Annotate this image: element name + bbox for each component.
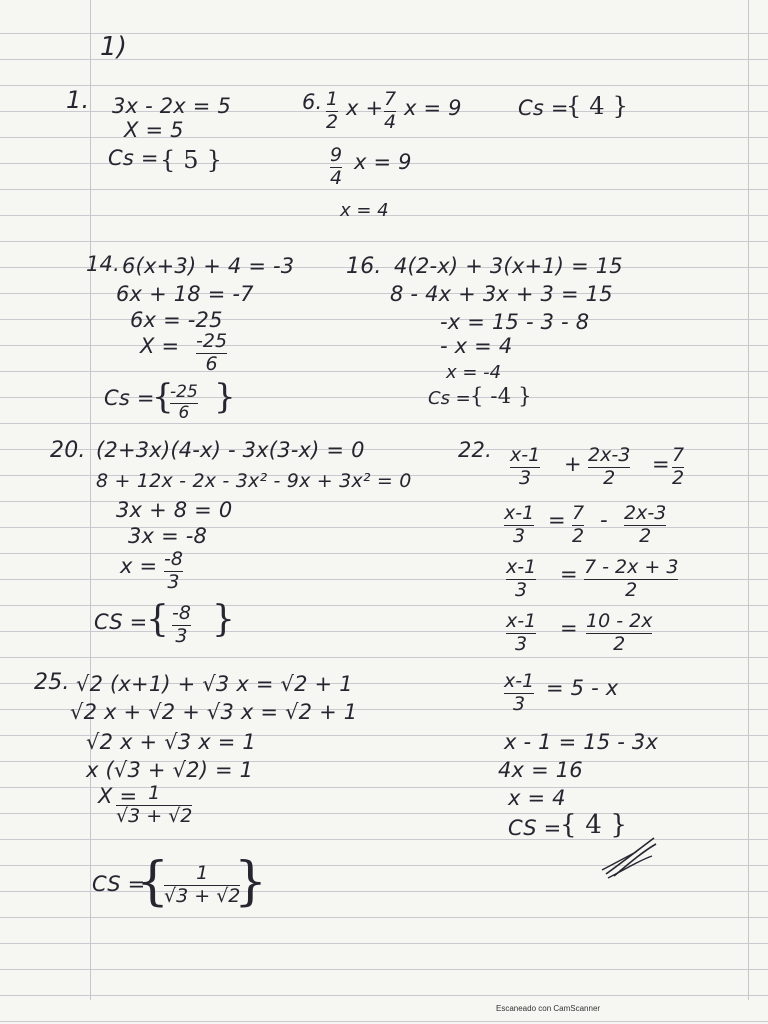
problem-22-cs-label: CS =	[508, 816, 562, 840]
problem-14-line: 6x = -25	[130, 308, 223, 332]
problem-16-line: 8 - 4x + 3x + 3 = 15	[390, 282, 613, 306]
problem-22-row3-frac-b: 7 - 2x + 3 2	[584, 556, 679, 601]
problem-25-line: √2 (x+1) + √3 x = √2 + 1	[76, 672, 353, 696]
problem-14-cs-brace-close: }	[214, 377, 236, 417]
problem-6-number: 6.	[302, 90, 323, 114]
problem-20-x-fraction: -8 3	[164, 548, 183, 593]
problem-20-line: (2+3x)(4-x) - 3x(3-x) = 0	[96, 438, 365, 462]
problem-14-cs-fraction: -25 6	[170, 382, 198, 423]
problem-25-number: 25.	[34, 670, 70, 695]
problem-22-line: x = 4	[508, 786, 566, 810]
problem-6-cs-label: Cs =	[518, 96, 569, 120]
problem-16-line: -x = 15 - 3 - 8	[440, 310, 590, 334]
scribble-mark	[600, 830, 660, 880]
problem-14-cs-label: Cs =	[104, 386, 155, 410]
problem-25-cs-fraction: 1 √3 + √2	[164, 862, 241, 907]
problem-6-step-fraction: 9 4	[330, 144, 343, 189]
problem-1-cs-label: Cs =	[108, 146, 159, 170]
problem-20-line: 3x = -8	[128, 524, 208, 548]
problem-6-fraction-b: 7 4	[384, 88, 397, 133]
problem-20-cs-brace-close: }	[212, 599, 236, 640]
problem-22-row2-eq: =	[548, 508, 566, 532]
problem-14-cs-brace-open: {	[152, 377, 174, 417]
problem-25-line: x (√3 + √2) = 1	[86, 758, 254, 782]
problem-1-line: 3x - 2x = 5	[112, 94, 232, 118]
problem-1-line: X = 5	[124, 118, 184, 142]
problem-14-line: 6(x+3) + 4 = -3	[122, 254, 295, 278]
problem-22-row1-frac-c: 7 2	[672, 444, 685, 489]
problem-16-line: - x = 4	[440, 334, 513, 358]
problem-14-x-label: X =	[140, 334, 180, 358]
problem-16-number: 16.	[346, 254, 382, 279]
problem-22-row4-frac-a: x-1 3	[506, 610, 537, 655]
problem-14-number: 14.	[86, 252, 120, 276]
problem-22-row1-eq: =	[652, 452, 670, 476]
scanner-watermark: Escaneado con CamScanner	[496, 1004, 601, 1013]
problem-6-cs-value: { 4 }	[566, 92, 629, 120]
problem-22-row1-op: +	[564, 452, 582, 476]
problem-22-row4-frac-b: 10 - 2x 2	[586, 610, 653, 655]
problem-22-row1-frac-a: x-1 3	[510, 444, 541, 489]
problem-25-line: √2 x + √2 + √3 x = √2 + 1	[70, 700, 358, 724]
problem-25-x-fraction: 1 √3 + √2	[116, 782, 193, 827]
margin-line-right	[748, 0, 749, 1000]
problem-25-line: √2 x + √3 x = 1	[86, 730, 256, 754]
problem-6-result: x = 4	[340, 200, 389, 221]
problem-6-term: x +	[346, 96, 384, 120]
problem-22-row2-frac-c: 2x-3 2	[624, 502, 667, 547]
problem-25-cs-brace-close: }	[234, 852, 268, 912]
problem-6-step: x = 9	[354, 150, 412, 174]
problem-22-row5-rest: = 5 - x	[546, 676, 619, 700]
problem-1-cs-value: { 5 }	[160, 146, 223, 174]
problem-22-line: 4x = 16	[498, 758, 583, 782]
page-title: 1)	[100, 32, 128, 62]
problem-25-cs-label: CS =	[92, 872, 146, 896]
margin-line-left	[90, 0, 91, 1000]
problem-20-cs-fraction: -8 3	[172, 602, 191, 647]
problem-20-line: 8 + 12x - 2x - 3x² - 9x + 3x² = 0	[96, 470, 412, 492]
problem-22-row1-frac-b: 2x-3 2	[588, 444, 631, 489]
problem-22-row2-frac-a: x-1 3	[504, 502, 535, 547]
problem-14-x-fraction: -25 6	[196, 330, 228, 375]
problem-22-row4-eq: =	[560, 616, 578, 640]
problem-20-cs-brace-open: {	[146, 599, 170, 640]
problem-22-number: 22.	[458, 438, 492, 462]
problem-16-cs-value: { -4 }	[470, 384, 532, 408]
problem-20-cs-label: CS =	[94, 610, 148, 634]
problem-1-number: 1.	[66, 86, 90, 114]
problem-22-row2-op: -	[600, 508, 608, 532]
problem-22-row3-frac-a: x-1 3	[506, 556, 537, 601]
problem-6-fraction-a: 1 2	[326, 88, 339, 133]
problem-20-number: 20.	[50, 438, 86, 463]
problem-22-row5-frac-a: x-1 3	[504, 670, 535, 715]
problem-22-row3-eq: =	[560, 562, 578, 586]
problem-22-cs-value: { 4 }	[560, 810, 628, 840]
problem-16-cs-label: Cs =	[428, 388, 471, 409]
problem-22-line: x - 1 = 15 - 3x	[504, 730, 659, 754]
problem-16-line: 4(2-x) + 3(x+1) = 15	[394, 254, 623, 278]
problem-20-x-label: x =	[120, 554, 158, 578]
problem-14-line: 6x + 18 = -7	[116, 282, 254, 306]
problem-6-rhs: x = 9	[404, 96, 462, 120]
problem-22-row2-frac-b: 7 2	[572, 502, 585, 547]
problem-25-cs-brace-open: {	[136, 852, 170, 912]
problem-16-line: x = -4	[446, 362, 502, 383]
problem-25-x-label: X =	[98, 784, 138, 808]
problem-20-line: 3x + 8 = 0	[116, 498, 233, 522]
